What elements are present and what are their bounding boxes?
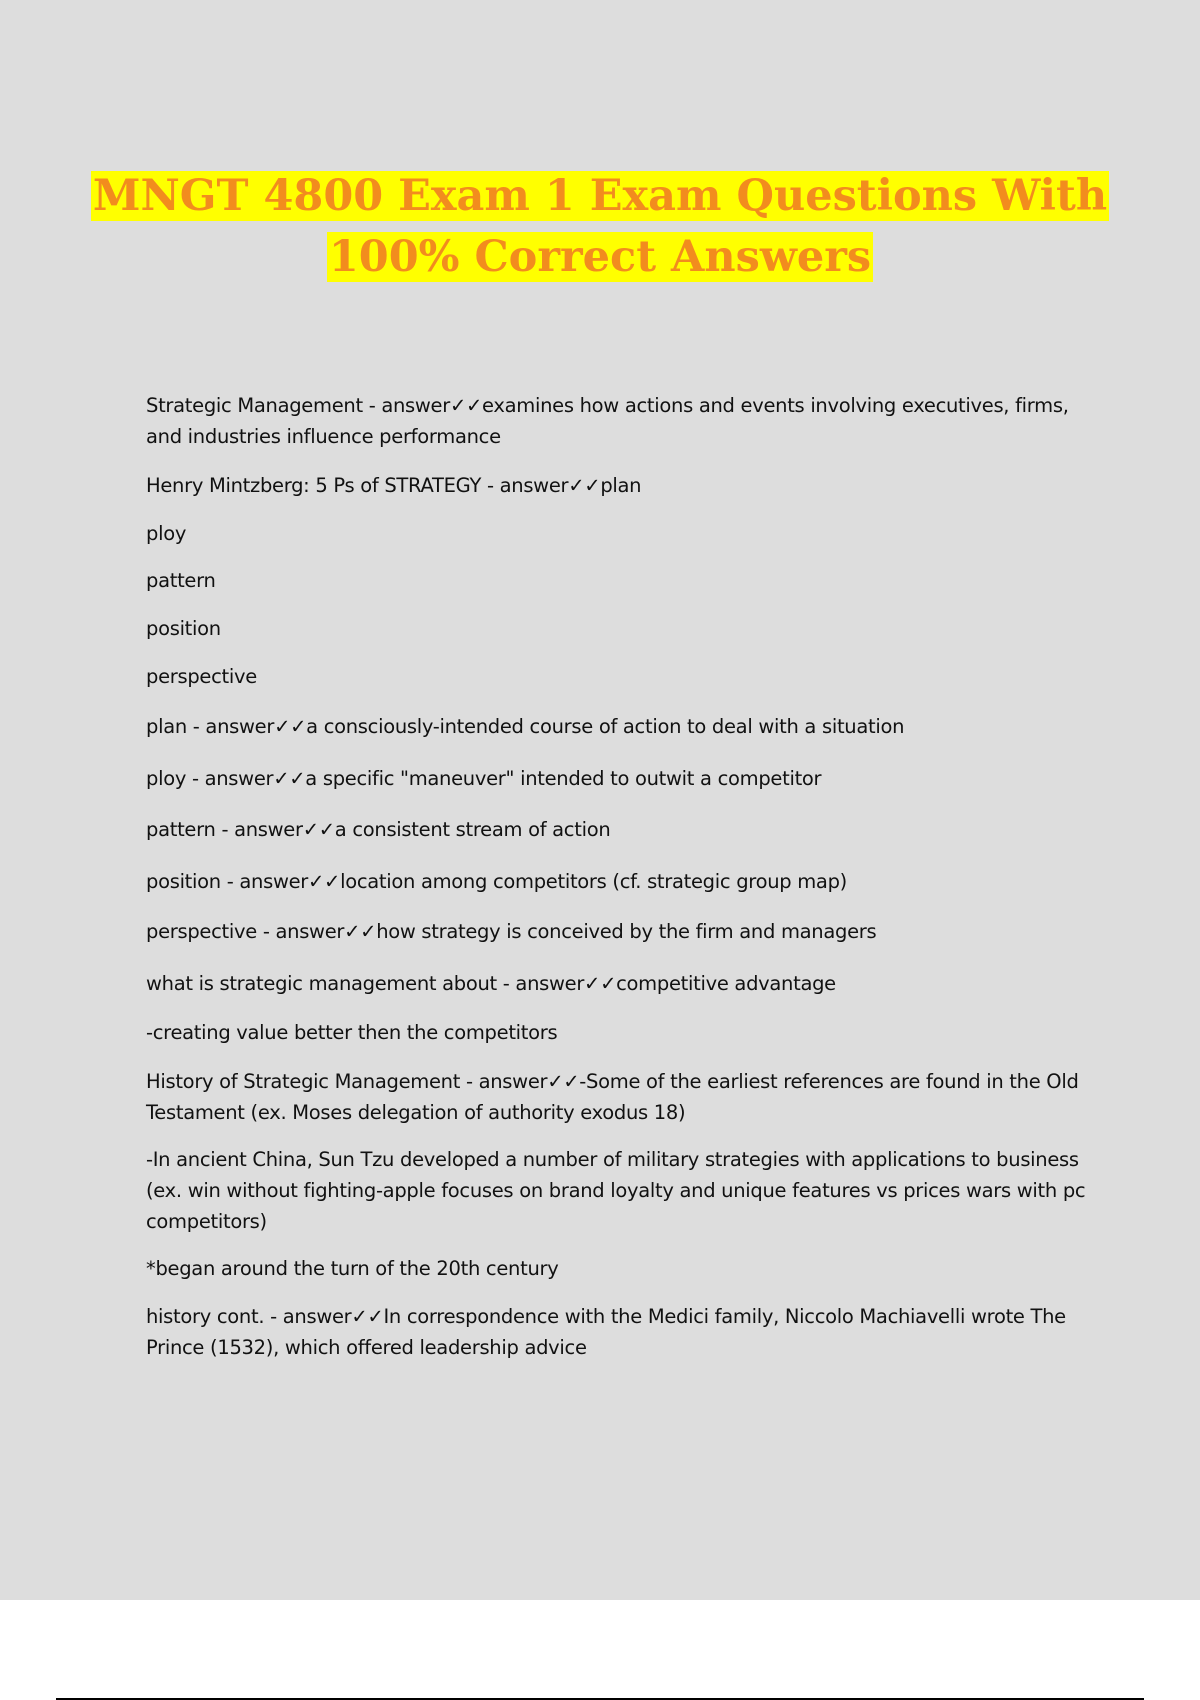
paragraph: *began around the turn of the 20th century — [146, 1257, 559, 1280]
paragraph: perspective - answer✓✓how strategy is conceived by the firm and managers — [146, 920, 877, 943]
paragraph: -creating value better then the competitors — [146, 1021, 558, 1044]
paragraph: pattern - answer✓✓a consistent stream of action — [146, 818, 611, 841]
title-line-1: MNGT 4800 Exam 1 Exam Questions With — [92, 171, 1108, 221]
paragraph: history cont. - answer✓✓In correspondence with the Medici family, Niccolo Machiavelli wrote The Prince (1532), which offered leadership advice — [146, 1305, 1066, 1359]
paragraph: perspective — [146, 665, 257, 688]
paragraph: plan - answer✓✓a consciously-intended course of action to deal with a situation — [146, 715, 905, 738]
paragraph: Strategic Management - answer✓✓examines how actions and events involving executives, firms, and industries influence performance — [146, 394, 1069, 448]
paragraph: -In ancient China, Sun Tzu developed a number of military strategies with applications to business (ex. win without fighting-apple focuses on brand loyalty and unique features vs prices wars with pc competitors) — [146, 1148, 1086, 1233]
paragraph: ploy — [146, 522, 187, 545]
paragraph: position — [146, 617, 221, 640]
paragraph: position - answer✓✓location among competitors (cf. strategic group map) — [146, 870, 847, 893]
paragraph: what is strategic management about - answer✓✓competitive advantage — [146, 972, 836, 995]
paragraph: History of Strategic Management - answer✓✓-Some of the earliest references are found in the Old Testament (ex. Moses delegation of authority exodus 18) — [146, 1070, 1079, 1124]
document-body — [146, 390, 1086, 1363]
paragraph: pattern — [146, 569, 216, 592]
document-title — [0, 166, 1200, 288]
title-line-2: 100% Correct Answers — [328, 232, 872, 282]
paragraph: Henry Mintzberg: 5 Ps of STRATEGY - answer✓✓plan — [146, 474, 642, 497]
paragraph: ploy - answer✓✓a specific "maneuver" intended to outwit a competitor — [146, 767, 822, 790]
